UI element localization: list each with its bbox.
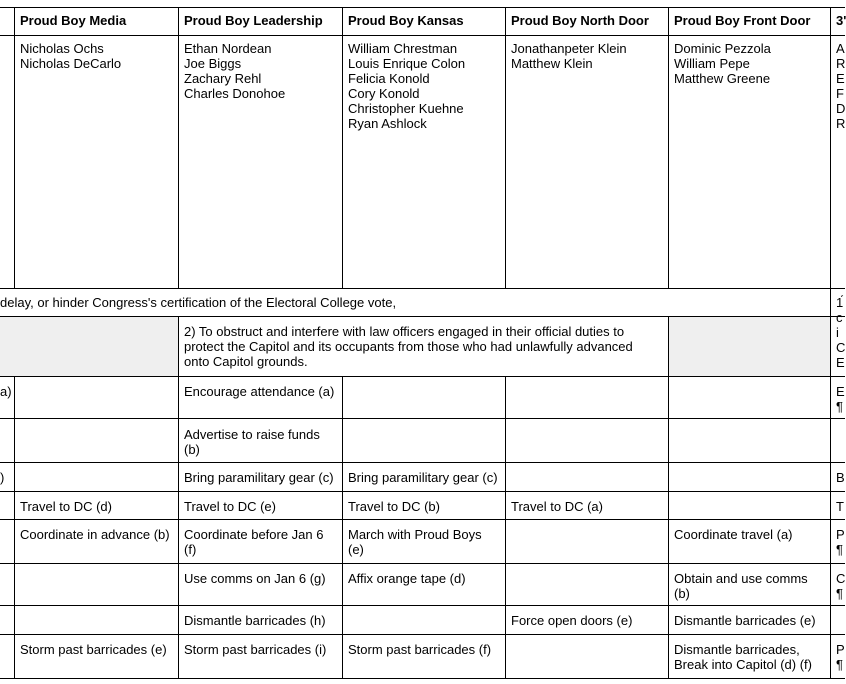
row-next-cell: B [836, 470, 845, 485]
rule [178, 376, 179, 679]
rule [0, 35, 845, 36]
row-front-door-cell: Dismantle barricades, Break into Capitol (d) (f) [674, 642, 812, 672]
row-leadership-cell: Encourage attendance (a) [184, 384, 335, 399]
header-kansas: Proud Boy Kansas [348, 13, 464, 28]
row-next-cell: P ¶ [836, 642, 845, 672]
row-leadership-cell: Dismantle barricades (h) [184, 613, 326, 628]
row-next-cell: E ¶ [836, 384, 845, 414]
members-leadership: Ethan Nordean Joe Biggs Zachary Rehl Charles Donohoe [184, 41, 286, 101]
rule [0, 605, 845, 606]
rule [505, 376, 506, 679]
rule [342, 7, 343, 289]
row-leadership-cell: Travel to DC (e) [184, 499, 276, 514]
row-first-cell: a) [0, 384, 12, 399]
row-kansas-cell: Affix orange tape (d) [348, 571, 466, 586]
rule [0, 376, 845, 377]
members-kansas: William Chrestman Louis Enrique Colon Felicia Konold Cory Konold Christopher Kuehne Ryan Ashlock [348, 41, 466, 131]
row-kansas-cell: Bring paramilitary gear (c) [348, 470, 498, 485]
header-front-door: Proud Boy Front Door [674, 13, 811, 28]
rule [0, 462, 845, 463]
members-north-door: Jonathanpeter Klein Matthew Klein [511, 41, 627, 71]
rule [0, 678, 845, 679]
rule [0, 634, 845, 635]
rule [14, 376, 15, 679]
rule [14, 7, 15, 289]
row-next-cell: T [836, 499, 844, 514]
row-leadership-cell: Use comms on Jan 6 (g) [184, 571, 326, 586]
rule [830, 7, 831, 679]
rule [0, 7, 845, 8]
objective-band-left [0, 317, 178, 376]
rule [342, 376, 343, 679]
row-leadership-cell: Coordinate before Jan 6 (f) [184, 527, 324, 557]
row-front-door-cell: Coordinate travel (a) [674, 527, 793, 542]
row-front-door-cell: Obtain and use comms (b) [674, 571, 808, 601]
rule [0, 491, 845, 492]
row-leadership-cell: Bring paramilitary gear (c) [184, 470, 334, 485]
header-next: 3' [836, 13, 846, 28]
row-leadership-cell: Advertise to raise funds (b) [184, 427, 320, 457]
row-kansas-cell: March with Proud Boys (e) [348, 527, 482, 557]
members-media: Nicholas Ochs Nicholas DeCarlo [20, 41, 122, 71]
objective-two: 2) To obstruct and interfere with law officers engaged in their official duties to protect the Capitol and its occupants from those who had unlawfully advanced onto Capitol grounds. [184, 324, 633, 369]
row-media-cell: Travel to DC (d) [20, 499, 112, 514]
row-next-cell: C ¶ [836, 571, 846, 601]
header-north-door: Proud Boy North Door [511, 13, 649, 28]
row-first-cell: ) [0, 470, 5, 485]
row-leadership-cell: Storm past barricades (i) [184, 642, 327, 657]
rule [0, 563, 845, 564]
row-media-cell: Storm past barricades (e) [20, 642, 167, 657]
rule [668, 376, 669, 679]
row-front-door-cell: Dismantle barricades (e) [674, 613, 816, 628]
rule [178, 316, 179, 376]
row-kansas-cell: Travel to DC (b) [348, 499, 440, 514]
rule [505, 7, 506, 289]
rule [668, 7, 669, 289]
members-front-door: Dominic Pezzola William Pepe Matthew Greene [674, 41, 771, 86]
row-north-door-cell: Force open doors (e) [511, 613, 633, 628]
objective-band-right [669, 317, 830, 376]
rule [0, 316, 845, 317]
row-north-door-cell: Travel to DC (a) [511, 499, 603, 514]
row-next-cell: P ¶ [836, 527, 845, 557]
objective-one: delay, or hinder Congress's certification of the Electoral College vote, [0, 295, 397, 310]
header-leadership: Proud Boy Leadership [184, 13, 323, 28]
members-next: A R E F D R [836, 41, 846, 131]
rule [178, 7, 179, 289]
rule [668, 316, 669, 376]
objective-right: 1́ c i C E [836, 295, 846, 370]
rule [0, 418, 845, 419]
row-kansas-cell: Storm past barricades (f) [348, 642, 492, 657]
rule [0, 519, 845, 520]
row-media-cell: Coordinate in advance (b) [20, 527, 170, 542]
header-media: Proud Boy Media [20, 13, 127, 28]
rule [0, 288, 845, 289]
